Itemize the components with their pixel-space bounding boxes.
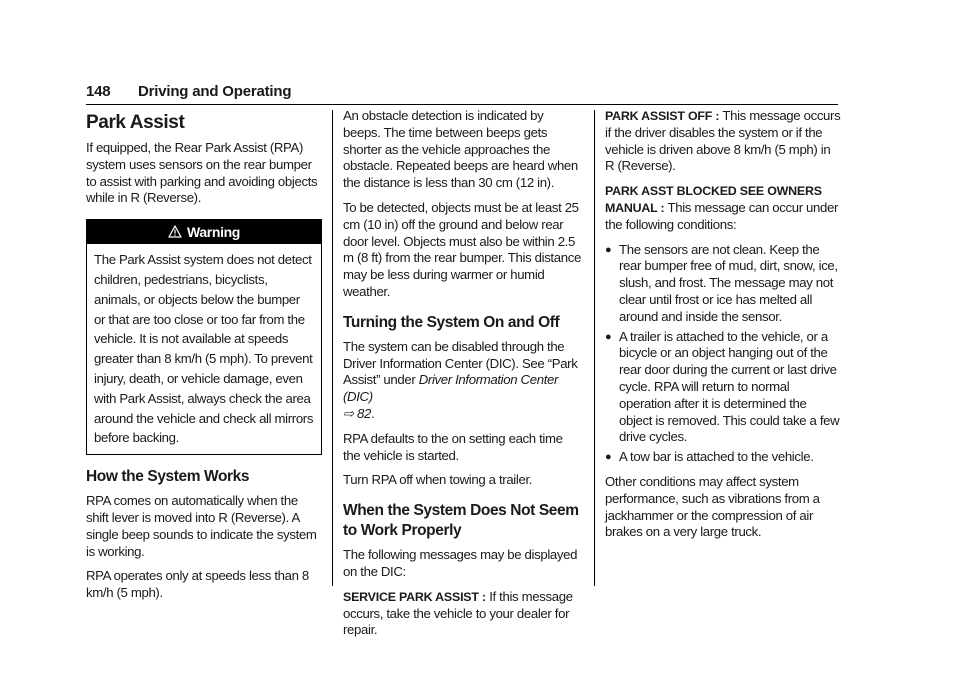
column-divider-1: [332, 110, 333, 586]
detection-paragraph: An obstacle detection is indicated by beeps. The time between beeps gets shorter as the vehicle approaches the obstacle. Repeated beeps are heard when the distance is less than 30 cm (12 in).: [343, 108, 578, 191]
off-text: This message occurs if the driver disables the system or if the vehicle is driven above 8 km/h (5 mph) in R (Reverse).: [605, 108, 841, 174]
page-header: [86, 80, 838, 105]
column-2: [343, 108, 583, 647]
onoff-paragraph-2: RPA defaults to the on setting each time the vehicle is started.: [343, 430, 563, 463]
list-item-text: The sensors are not clean. Keep the rear bumper free of mud, dirt, snow, ice, slush, and frost. The message may not clear until frost or ice has melted all around and inside the sensor.: [619, 241, 838, 324]
list-item-text: A tow bar is attached to the vehicle.: [619, 449, 814, 465]
section-title-not-working: When the System Does Not Seem to Work Properly: [343, 502, 579, 540]
list-item: [605, 242, 841, 326]
blocked-text: This message can occur under the following conditions:: [605, 199, 839, 232]
section-title-on-off: Turning the System On and Off: [343, 313, 560, 331]
chapter-title: Driving and Operating: [138, 83, 292, 100]
column-divider-2: [594, 110, 595, 586]
list-item-text: A trailer is attached to the vehicle, or a bicycle or an object hanging out of the rear door during the current or last drive cycle. RPA will return to normal operation after it is determined the object is removed. This could take a few drive cycles.: [619, 328, 840, 445]
warning-label: Warning: [186, 224, 241, 241]
service-message-paragraph: [343, 589, 583, 639]
page-ref-number[interactable]: 82: [357, 405, 371, 421]
list-item: [605, 449, 841, 466]
onoff-paragraph-1: [343, 339, 583, 423]
blocked-keyword: PARK ASST BLOCKED SEE OWNERS MANUAL :: [605, 184, 822, 215]
bullet-icon: ●: [605, 451, 612, 464]
warning-triangle-icon: [168, 220, 182, 244]
service-text: If this message occurs, take the vehicle to your dealer for repair.: [343, 588, 573, 638]
column-1: [86, 108, 322, 610]
column-3: [605, 108, 841, 549]
how-paragraph-1: RPA comes on automatically when the shift lever is moved into R (Reverse). A single beep sounds to indicate the system is working.: [86, 493, 317, 559]
notwork-paragraph-1: The following messages may be displayed on the DIC:: [343, 547, 578, 579]
how-paragraph-2: RPA operates only at speeds less than 8 km/h (5 mph).: [86, 568, 309, 601]
section-title-park-assist: Park Assist: [86, 112, 185, 133]
page-number: 148: [86, 83, 111, 100]
off-keyword: PARK ASSIST OFF :: [605, 109, 720, 123]
warning-box: [86, 219, 322, 455]
other-conditions-paragraph: Other conditions may affect system performance, such as vibrations from a jackhammer or the compression of air brakes on a very large truck.: [605, 473, 820, 540]
dic-link[interactable]: Driver Information Center (DIC): [343, 372, 559, 405]
section-title-how-system-works: How the System Works: [86, 468, 250, 486]
page-ref-icon: ⇨: [343, 405, 354, 421]
onoff-text: The system can be disabled through the Driver Information Center (DIC). See “Park Assist” under: [343, 338, 578, 388]
intro-paragraph: If equipped, the Rear Park Assist (RPA) system uses sensors on the rear bumper to assist with parking and avoiding objects while in R (Reverse).: [86, 140, 318, 206]
warning-text: The Park Assist system does not detect children, pedestrians, bicyclists, animals, or objects below the bumper or that are too close or too far from the vehicle. It is not available at speeds greater than 8 km/h (5 mph). To prevent injury, death, or vehicle damage, even with Park Assist, always check the area around the vehicle and check all mirrors before backing.: [94, 252, 314, 446]
detection-range-paragraph: To be detected, objects must be at least 25 cm (10 in) off the ground and below rear door level. Objects must also be within 2.5 m (8 ft) from the rear bumper. This distance may be less during warmer or humid weather.: [343, 199, 581, 299]
blocked-message-paragraph: [605, 183, 841, 233]
bullet-icon: ●: [605, 330, 612, 343]
bullet-icon: ●: [605, 243, 612, 256]
warning-header: [87, 220, 321, 244]
onoff-period: .: [371, 405, 375, 421]
list-item: [605, 329, 841, 447]
off-message-paragraph: [605, 108, 841, 175]
service-keyword: SERVICE PARK ASSIST :: [343, 589, 486, 604]
onoff-paragraph-3: Turn RPA off when towing a trailer.: [343, 472, 533, 488]
conditions-list: [605, 242, 841, 466]
